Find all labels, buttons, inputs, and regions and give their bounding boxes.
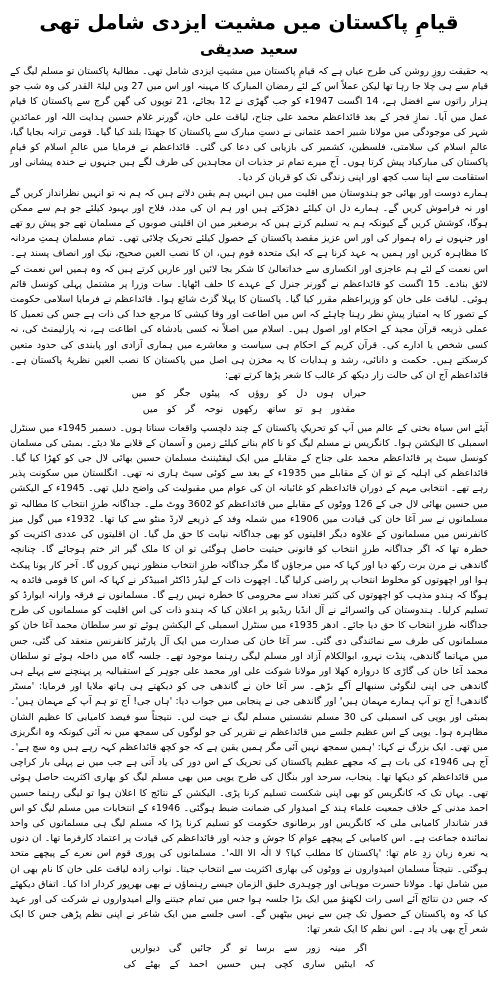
- article-title: قیامِ پاکستان میں مشیت ایزدی شامل تھی: [39, 10, 459, 34]
- paragraph-3: آیئے اس سیاہ بختی کے عالم میں آپ کو تحریکِ پاکستان کے چند دلچسپ واقعات سناتا ہوں۔ دسمبر 1945ء میں سنٹرل اسمبلی کا الیکشن ہوا۔ کانگریس نے مسلم لیگ کو نا کام بنانے کیلئے زمین و آسمان کے قلابے ملا دیئے۔ بمبئی کی مسلمان کونسل سیٹ پر قائداعظم محمد علی جناح کے مقابلے میں ایک لیفٹیننٹ مسلمان حسین بھائی لال جی کو کھڑا کیا گیا۔ قائداعظم کی اہلیہ کے تو ان کے مقابلے میں 1935ء کے بعد سے کوئی سیٹ ہاری نہ تھی۔ انگلستان میں سکونت پذیر رہے تھے۔ انتخابی مہم کے دوران قائداعظم کو غائبانہ ان کی عوام میں مقبولیت کی واضح دلیل تھی۔ 1945ء کے الیکشن میں حسین بھائی لال جی کے 126 ووٹوں کے مقابلے میں قائداعظم کو 3602 ووٹ ملے۔ جداگانہ طرزِ انتخاب کا مطالبہ تو مسلمانوں نے سر آغا خان کی قیادت میں 1906ء میں شملہ وفد کے ذریعے لارڈ منٹو سے کیا تھا۔ 1932ء میں گول میز کانفرنس میں مسلمانوں کے علاوہ دیگر اقلیتوں کو بھی جداگانہ نیابت کا حق مل گیا۔ ان اقلیتوں کی عددی اکثریت کو خطرہ تھا کہ اگر جداگانہ طرزِ انتخاب کو قانونی حیثیت حاصل ہوگئی تو ان کا ملک گیر اثر ختم ہوجائے گا۔ چنانچہ گاندھی نے مرن برت رکھ دیا اور کہا کہ میں مرجاؤں گا مگر جداگانہ طرزِ انتخاب منظور نہیں کروں گا۔ آخر کار پونا پیکٹ ہوا اور اچھوتوں کو مخلوط انتخاب پر راضی کرلیا گیا۔ اچھوت ذات کے لیڈر ڈاکٹر امبیڈکر نے کہا کہ اس کا قومی فائدہ یہ ہوگا کہ ہندو مذہب کو اچھوتوں کی کثیر تعداد سے محرومی کا خطرہ نہیں رہے گا۔ مسلمانوں نے فرقہ وارانہ ایوارڈ کو تسلیم کرلیا۔ ہندوستان کی وائسرائے نے آل انڈیا ریڈیو پر اعلان کیا کہ ہندو ذات کی اس اقلیت کو مسلمانوں کی طرح جداگانہ طرزِ انتخاب کا حق دیا جائے۔ ادھر 1935ء میں سنٹرل اسمبلی کے الیکشن ہوئے تو سر سلطان محمد آغا خان کو مسلمانوں کی طرف سے نمائندگی دی گئی۔ سر آغا خان کی صدارت میں ایک آل پارٹیز کانفرنس منعقد کی گئی، جس میں مہاتما گاندھی، پنڈت نہرو، ابوالکلام آزاد اور مسلم لیگی رہنما موجود تھے۔ جلسہ گاہ میں داخلہ ہوئے تو سلطان محمد آغا خان کی گاڑی کا دروازہ کھلا اور مولانا شوکت علی اور محمد علی جوہر کے استقبالیہ پر پہنچنے سے پہلے ہی گاندھی جی اپنی لنگوٹی سنبھالے آگے بڑھے۔ سر آغا خان نے گاندھی جی کو دیکھتے ہی ہاتھ ملایا اور فرمایا: 'مسٹر گاندھی! آج تو آپ ہمارے مہمان ہیں' اور گاندھی جی نے پنجابی میں جواب دیا: 'ہاں جی! آج تو ہم آپ کے مہمان ہیں'۔ بمبئی اور یوپی کی اسمبلی کی 30 مسلم نشستیں مسلم لیگ نے جیت لیں۔ نتیجتاً سو فیصد کامیابی کا عظیم الشان مظاہرہ ہوا۔ یوپی کے اس عظیم جلسے میں قائداعظم نے تقریر کی جو لوگوں کی سمجھ میں نہ آئی کیونکہ وہ انگریزی میں تھی۔ ایک بزرگ نے کہا: 'ہمیں سمجھ نہیں آئی مگر ہمیں یقین ہے کہ جو کچھ قائداعظم کہہ رہے ہیں وہ سچ ہے'۔ آج ہی 1946ء کی بات ہے کہ مجھے عظیم پاکستان کی تحریک کے اس دور کی یاد آتی ہے جب میں نے پہلی بار کراچی میں قائداعظم کو دیکھا تھا۔ پنجاب، سرحد اور بنگال کی طرح یوپی میں بھی مسلم لیگ کو بھاری اکثریت حاصل ہوئی تھی۔ یہاں تک کہ کانگریس کو بھی اپنی شکست تسلیم کرنا پڑی۔ الیکشن کے نتائج کا اعلان ہوا تو لیگی رہنما حسین احمد مدنی کے خلاف جمعیت علماء ہند کے امیدوار کی ضمانت ضبط ہوگئی۔ 1946ء کے انتخابات میں مسلم لیگ کو اس قدر شاندار کامیابی ملی کہ کانگریس اور برطانوی حکومت کو تسلیم کرنا پڑا کہ مسلم لیگ ہی مسلمانوں کی واحد نمائندہ جماعت ہے۔ اس کامیابی کے پیچھے عوام کا جوش و جذبہ اور قائداعظم کی قیادت پر اعتماد کارفرما تھا۔ ان دنوں یہ نعرہ زبان زدِ عام تھا: 'پاکستان کا مطلب کیا؟ لا الٰہ الا اللہ'۔ مسلمانوں کی پوری قوم اس نعرے کے پیچھے متحد ہوگئی۔ نتیجتاً مسلمان امیدواروں نے ووٹوں کی بھاری اکثریت سے انتخاب جیتا۔ نواب زادہ لیاقت علی خان کا نام بھی ان میں شامل تھا۔ مولانا حسرت موہانی اور چوہدری خلیق الزمان جیسے رہنماؤں نے بھی بھرپور کردار ادا کیا۔ اتفاق دیکھئے کہ جس دن نتائج آئے اسی رات لکھنؤ میں ایک بڑا جلسہ ہوا جس میں تمام جیتنے والے امیدواروں نے شرکت کی اور عہد کیا کہ وہ پاکستان کے حصول تک چین سے نہیں بیٹھیں گے۔ اسی جلسے میں ایک شاعر نے اپنی نظم پڑھی جس کا ایک شعر آج بھی یاد ہے۔ اس نظم کا ایک شعر تھا:: [10, 422, 489, 936]
- verse-line: مقدور ہو تو ساتھ رکھوں نوحہ گر کو میں: [142, 404, 356, 416]
- paragraph-1: یہ حقیقت روزِ روشن کی طرح عیاں ہے کہ قیامِ پاکستان میں مشیتِ ایزدی شامل تھی۔ مطالبۂ پاکستان تو مسلم لیگ کے قیام سے ہی چلا جا رہا تھا لیکن عملاً اس کے لئے رمضان المبارک کا مہینہ اور اس میں 27 ویں لیلۃ القدر کی وہ شب جو ہزار راتوں سے افضل ہے، 14 اگست 1947ء کو جب گھڑی نے 12 بجائے، 21 توپوں کی گھن گرج سے پاکستان کا قیام عمل میں آیا۔ نمازِ فجر کے بعد قائداعظم محمد علی جناح، لیاقت علی خان، گورنر غلام حسین ہدایت اللہ اور عمائدینِ شہر کی موجودگی میں مولانا شبیر احمد عثمانی نے دستِ مبارک سے پاکستان کا جھنڈا بلند کیا گیا۔ قومی ترانہ بجایا گیا، عالمِ اسلام کی سلامتی، فلسطین، کشمیر کی بازیابی کی دعا کی گئی۔ قائداعظم نے فرمایا میں عالمِ اسلام کو قیامِ پاکستان کی مبارکباد پیش کرتا ہوں۔ آج میرے تمام تر جذبات ان مجاہدین کی طرف لگے ہیں جنہوں نے خندہ پیشانی اور استقامت سے اپنا سب کچھ اور اپنی زندگی تک کو قربان کر دیا۔: [10, 66, 489, 184]
- verse-closing: [10, 941, 488, 972]
- article-author: سعید صدیقی: [200, 40, 298, 58]
- verse-line: کہ اینٹیں ساری کچی ہیں حسین احمد کے بھٹے کی: [123, 958, 375, 970]
- verse-line: اگر مینہ زور سے برسا تو گر جائیں گی دیواریں: [130, 942, 368, 954]
- verse-line: حیراں ہوں دل کو روؤں کہ پیٹوں جگر کو میں: [131, 388, 367, 400]
- verse-ghalib: [10, 386, 488, 417]
- paragraph-2: ہمارے دوست اور بھائی جو ہندوستان میں اقلیت میں ہیں انہیں ہم یقین دلاتے ہیں کہ ہم نہ تو انہیں نظرانداز کریں گے اور نہ فراموش کریں گے۔ ہمارے دل ان کیلئے دھڑکتے ہیں اور ہم ان کی مدد، فلاح اور بہبود کیلئے جو ہم سے ممکن ہوگا، کوشش کریں گے کیونکہ ہم یہ تسلیم کرتے ہیں کہ برصغیر میں ان اقلیتی صوبوں کے مسلمان تھے جو پیش رو تھے اور جنہوں نے راہ ہموار کی اور اس عزیز مقصد پاکستان کے حصول کیلئے تحریک چلائی تھی۔ تمام مسلمان ہمتِ مردانہ کا مظاہرہ کریں اور ہمیں یہ عہد کرنا ہے کہ ایک متحدہ قوم ہیں، ان کا نصب العین صحیح، نیک اور انصاف پسند ہے۔ اس نعمت کے لئے ہم عاجزی اور انکساری سے خداتعالیٰ کا شکر بجا لائیں اور عاریں کرتے ہیں کہ وہ ہمیں اس نعمت کے لائق بنادے۔ 15 اگست کو قائداعظم نے گورنر جنرل کے عہدے کا حلف اٹھایا۔ سات وزرا پر مشتمل پہلی کونسل قائم ہوئی۔ لیاقت علی خان کو وزیراعظم مقرر کیا گیا۔ پاکستان کا پہلا گزٹ شائع ہوا۔ قائداعظم نے فرمایا اسلامی حکومت کے تصور کا یہ امتیاز پیشِ نظر رہنا چاہئے کہ اس میں اطاعت اور وفا کیشی کا مرجع خدا کی ذات ہے جس کی تعمیل کا عملی ذریعہ قرآن مجید کے احکام اور اصول ہیں۔ اسلام میں اصلاً نہ کسی بادشاہ کی اطاعت ہے، نہ پارلیمنٹ کی، نہ کسی شخص یا ادارے کی۔ قرآن کریم کے احکام ہی سیاست و معاشرے میں ہماری آزادی اور پابندی کی حدود متعین کرسکتے ہیں۔ حکمت و دانائی، رشد و ہدایات کا یہ مخزن ہی اصل میں پاکستان کا نصب العین نظریۂ پاکستان ہے۔ قائداعظم آج ان کی حالت زار دیکھ کر غالب کا شعر پڑھا کرتے تھے:: [10, 187, 489, 382]
